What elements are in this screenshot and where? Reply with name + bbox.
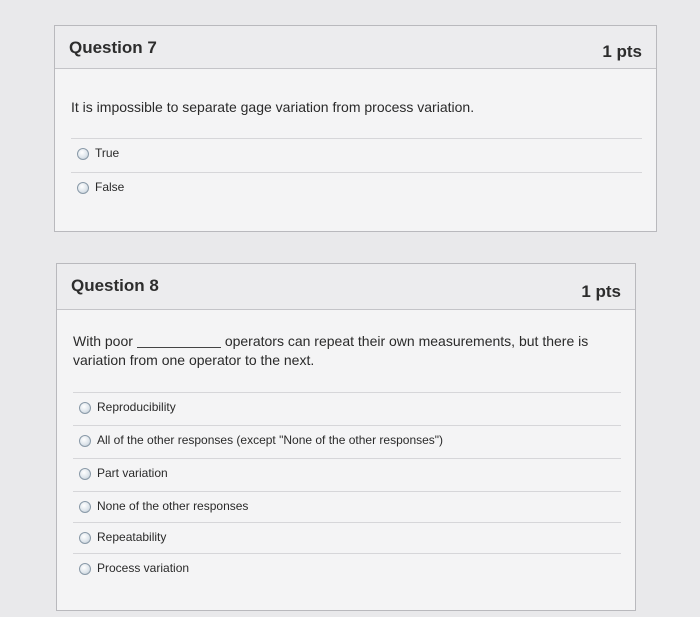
radio-button[interactable] — [79, 402, 91, 414]
question-7-card — [54, 25, 657, 232]
answer-label[interactable]: Process variation — [97, 561, 190, 575]
answer-repeatability[interactable] — [73, 522, 621, 553]
answer-label[interactable]: Reproducibility — [97, 400, 176, 414]
question-8-title: Question 8 — [71, 276, 159, 295]
question-8-text-after-blank: operators can repeat their own measurements, but there is variation from one operator to the next. — [73, 333, 589, 368]
answer-label[interactable]: Repeatability — [97, 530, 167, 544]
radio-button[interactable] — [77, 148, 89, 160]
question-8-card — [56, 263, 636, 611]
question-8-points: 1 pts — [581, 282, 621, 301]
radio-button[interactable] — [79, 501, 91, 513]
answer-label[interactable]: Part variation — [97, 466, 168, 480]
answer-none-of-the-other-responses[interactable] — [73, 491, 621, 522]
answer-part-variation[interactable] — [73, 458, 621, 489]
radio-button[interactable] — [79, 532, 91, 544]
fill-in-blank — [137, 335, 221, 348]
answer-label[interactable]: All of the other responses (except "None of the other responses") — [97, 433, 444, 447]
question-7-header — [55, 26, 656, 69]
answer-label[interactable]: False — [95, 180, 125, 194]
question-8-text — [73, 332, 613, 370]
answer-process-variation[interactable] — [73, 553, 621, 584]
answer-true[interactable] — [71, 138, 642, 169]
question-7-text: It is impossible to separate gage variation from process variation. — [71, 99, 475, 115]
question-8-header — [57, 264, 635, 310]
question-7-title: Question 7 — [69, 38, 157, 57]
radio-button[interactable] — [79, 468, 91, 480]
answer-label[interactable]: True — [95, 146, 120, 160]
answer-label[interactable]: None of the other responses — [97, 499, 249, 513]
question-8-text-before-blank: With poor — [73, 333, 133, 349]
radio-button[interactable] — [79, 435, 91, 447]
radio-button[interactable] — [77, 182, 89, 194]
radio-button[interactable] — [79, 563, 91, 575]
answer-all-of-the-other-responses[interactable] — [73, 425, 621, 456]
answer-reproducibility[interactable] — [73, 392, 621, 423]
question-7-points: 1 pts — [602, 42, 642, 61]
answer-false[interactable] — [71, 172, 642, 203]
